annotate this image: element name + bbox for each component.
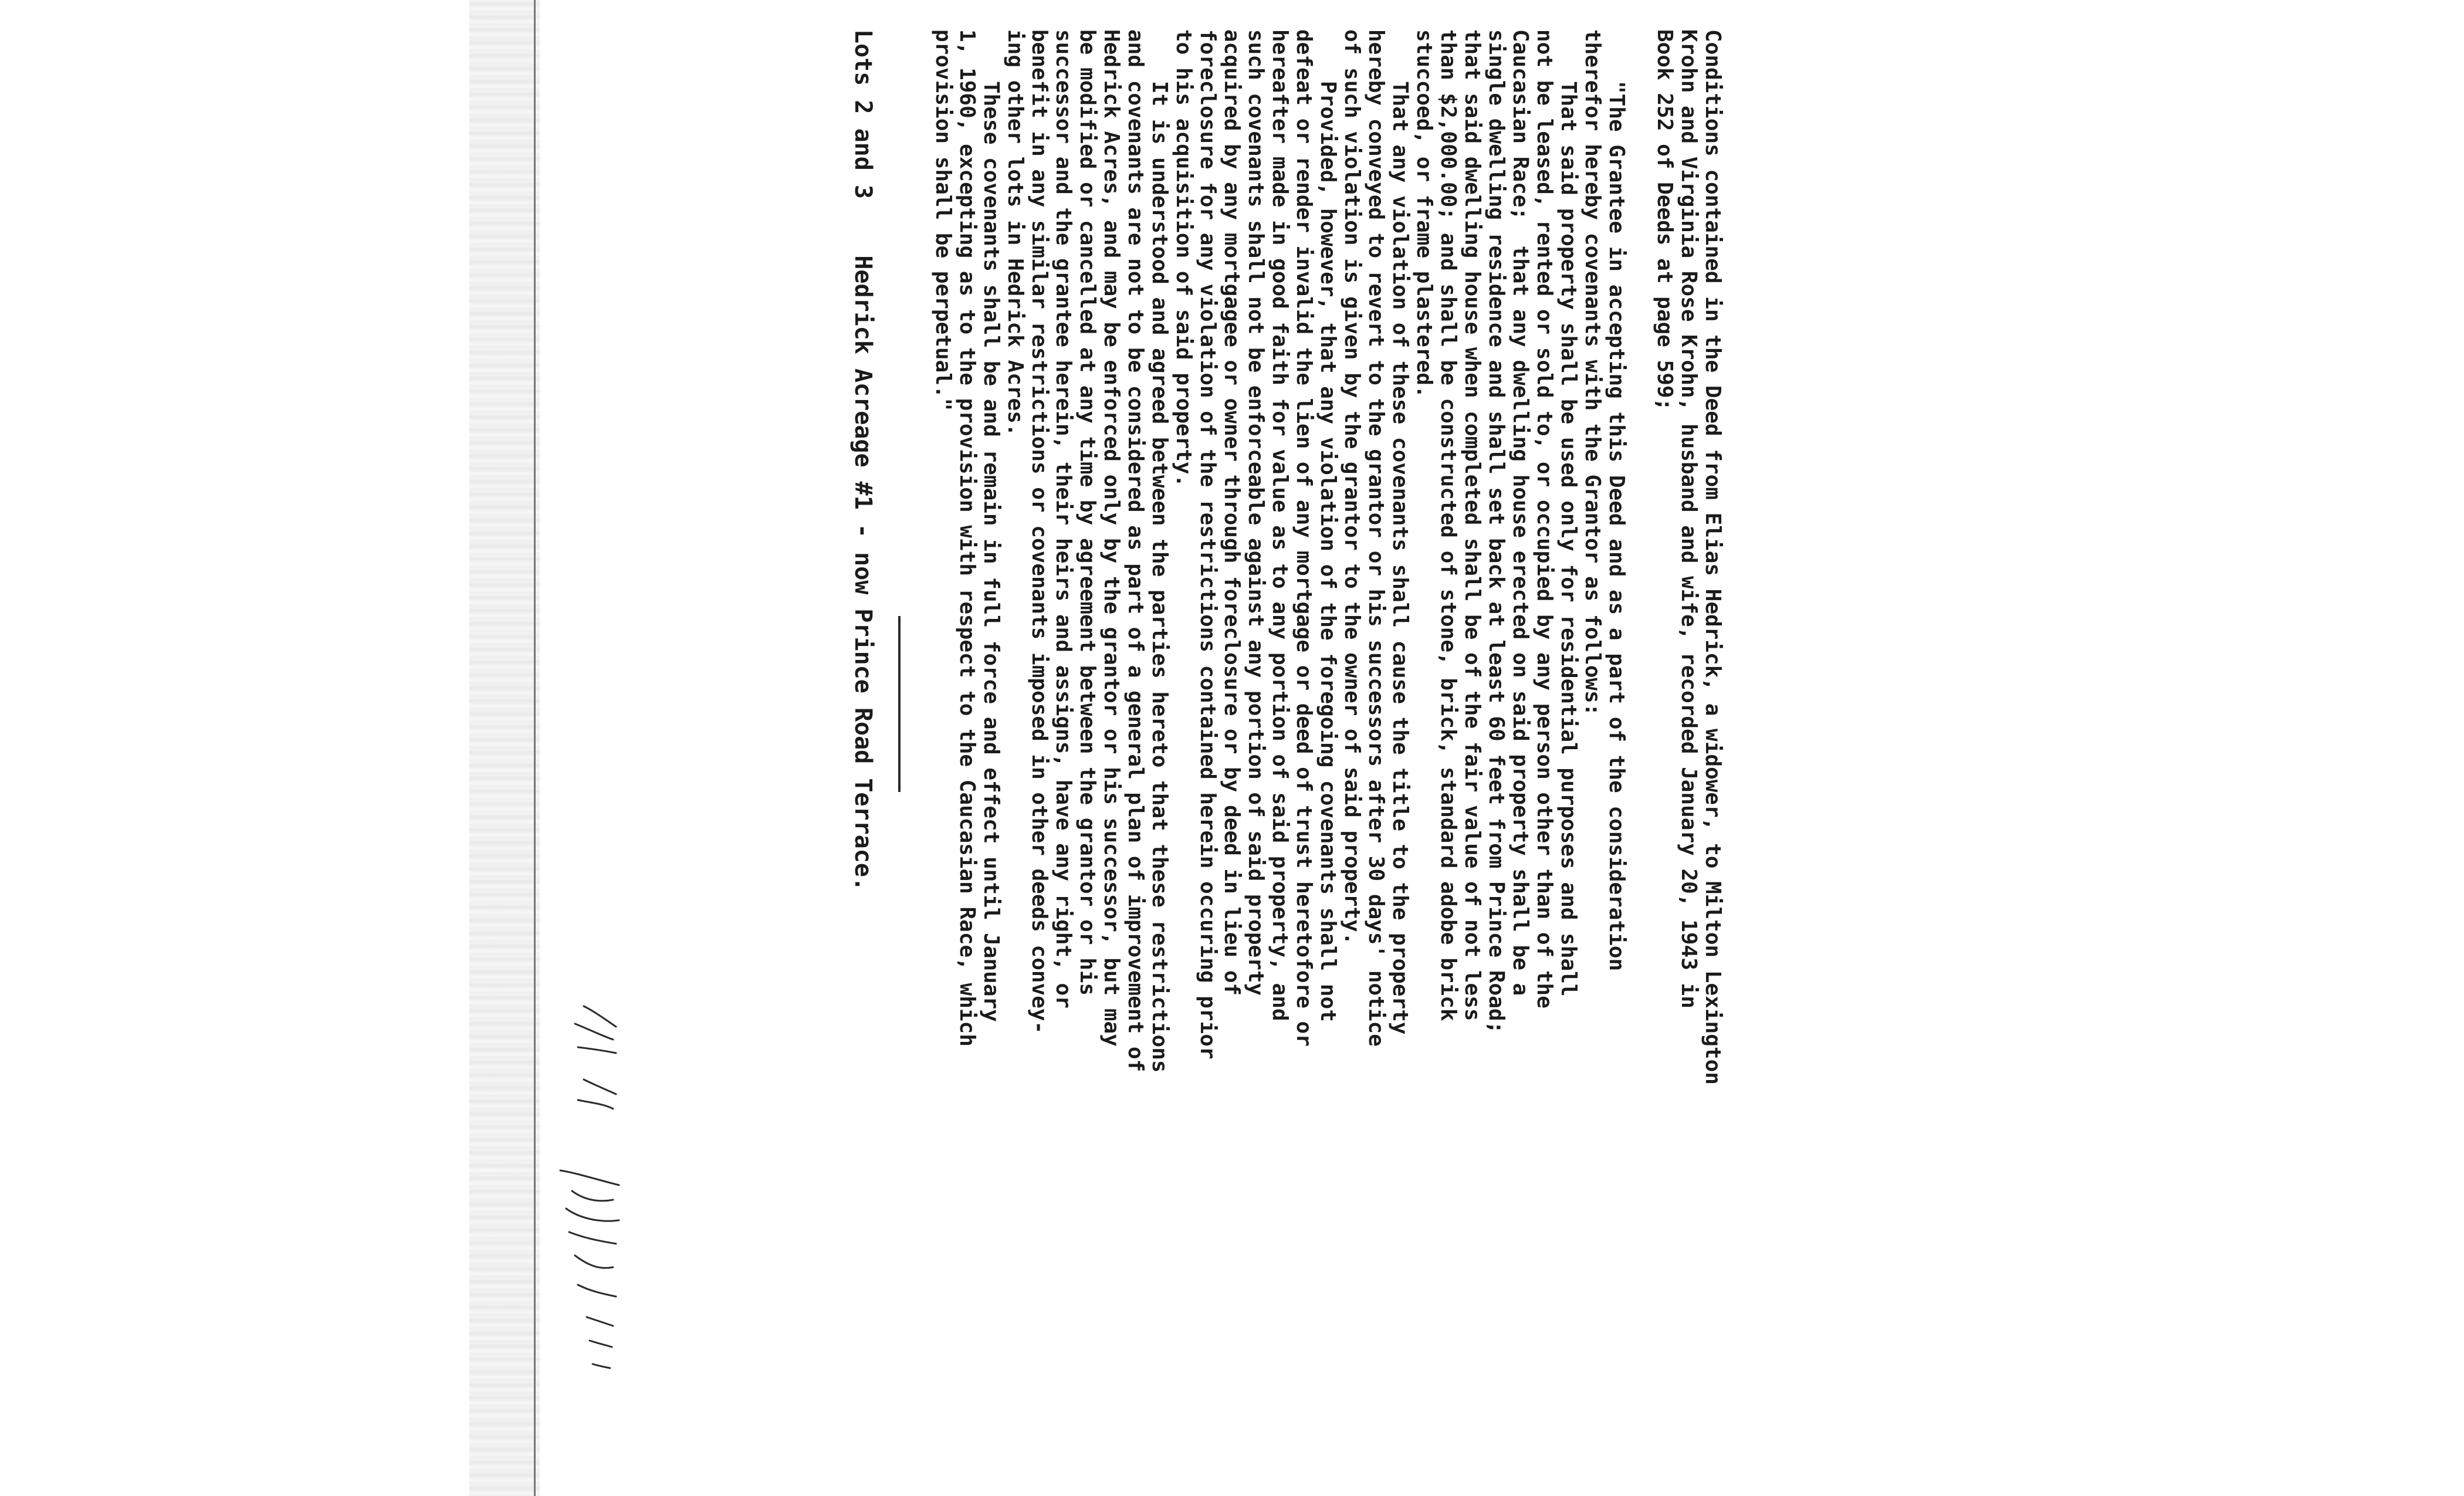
text-line: that said dwelling house when completed shall be of the fair value of not less (1460, 29, 1484, 1021)
deed-page (704, 29, 1725, 1420)
text-line: These covenants shall be and remain in full force and effect until January (979, 81, 1003, 1022)
text-line: successor and the grantee herein, their heirs and assigns, have any right, or (1051, 29, 1075, 1008)
text-line: Caucasian Race; that any dwelling house erected on said property shall be a (1508, 29, 1532, 996)
handwritten-signature (543, 997, 637, 1379)
text-line: It is understood and agreed between the parties hereto that these restrictions (1148, 81, 1172, 1073)
text-line: than $2,000.00; and shall be constructed of stone, brick, standard adobe brick (1436, 29, 1460, 1021)
deed-text (931, 29, 1725, 1420)
text-line: defeat or render invalid the lien of any mortgage or deed of trust heretofore or (1292, 29, 1316, 1047)
text-line: single dwelling residence and shall set back at least 60 feet from Prince Road; (1484, 29, 1508, 1034)
text-line: acquired by any mortgagee or owner through foreclosure or by deed in lieu of (1220, 29, 1244, 996)
scan-margin (469, 0, 540, 1496)
text-line: That any violation of these covenants shall cause the title to the property (1388, 81, 1412, 1035)
text-line: Book 252 of Deeds at page 599; (1653, 29, 1677, 411)
text-line: hereby conveyed to revert to the grantor or his successors after 30 days' notice (1364, 29, 1388, 1047)
text-line: 1, 1960, excepting as to the provision with respect to the Caucasian Race, which (955, 29, 979, 1047)
text-line: That said property shall be used only for residential purposes and shall (1556, 81, 1580, 997)
text-line: be modified or cancelled at any time by agreement between the grantor or his (1075, 29, 1099, 996)
text-line: Hedrick Acres, and may be enforced only by the grantor or his successor, but may (1099, 29, 1123, 1047)
text-line: to his acquisition of said property. (1172, 29, 1196, 488)
divider-line (898, 616, 901, 792)
lots-description: Lots 2 and 3 Hedrick Acreage #1 - now Prince Road Terrace. (849, 29, 876, 892)
text-line: Conditions contained in the Deed from Elias Hedrick, a widower, to Milton Lexington (1701, 29, 1725, 1085)
text-line: Provided, however, that any violation of the foregoing covenants shall not (1316, 81, 1340, 1022)
divider-area (875, 29, 931, 1420)
paragraph-gap (1629, 29, 1653, 1420)
text-line: such covenants shall not be enforceable against any portion of said property (1244, 29, 1268, 996)
text-line: stuccoed, or frame plastered. (1412, 29, 1436, 398)
text-line: "The Grantee in accepting this Deed and as a part of the consideration (1605, 81, 1629, 972)
text-line: ing other lots in Hedrick Acres. (1003, 29, 1027, 436)
text-line: benefit in any similar restrictions or covenants imposed in other deeds convey- (1027, 29, 1051, 1034)
text-line: hereafter made in good faith for value as to any portion of said property, and (1268, 29, 1292, 1021)
text-line: of such violation is given by the grantor to the owner of said property. (1340, 29, 1364, 945)
text-line: foreclosure for any violation of the restrictions contained herein occuring prior (1196, 29, 1220, 1060)
scan-edge-line (534, 0, 536, 1496)
text-line: provision shall be perpetual." (931, 29, 955, 411)
text-line: and covenants are not to be considered as part of a general plan of improvement of (1123, 29, 1148, 1072)
text-line: Krohn and Virginia Rose Krohn, husband and wife, recorded January 20, 1943 in (1677, 29, 1701, 1008)
text-line: not be leased, rented or sold to, or occupied by any person other than of the (1532, 29, 1556, 1008)
text-line: therefor hereby covenants with the Grantor as follows: (1580, 29, 1605, 716)
